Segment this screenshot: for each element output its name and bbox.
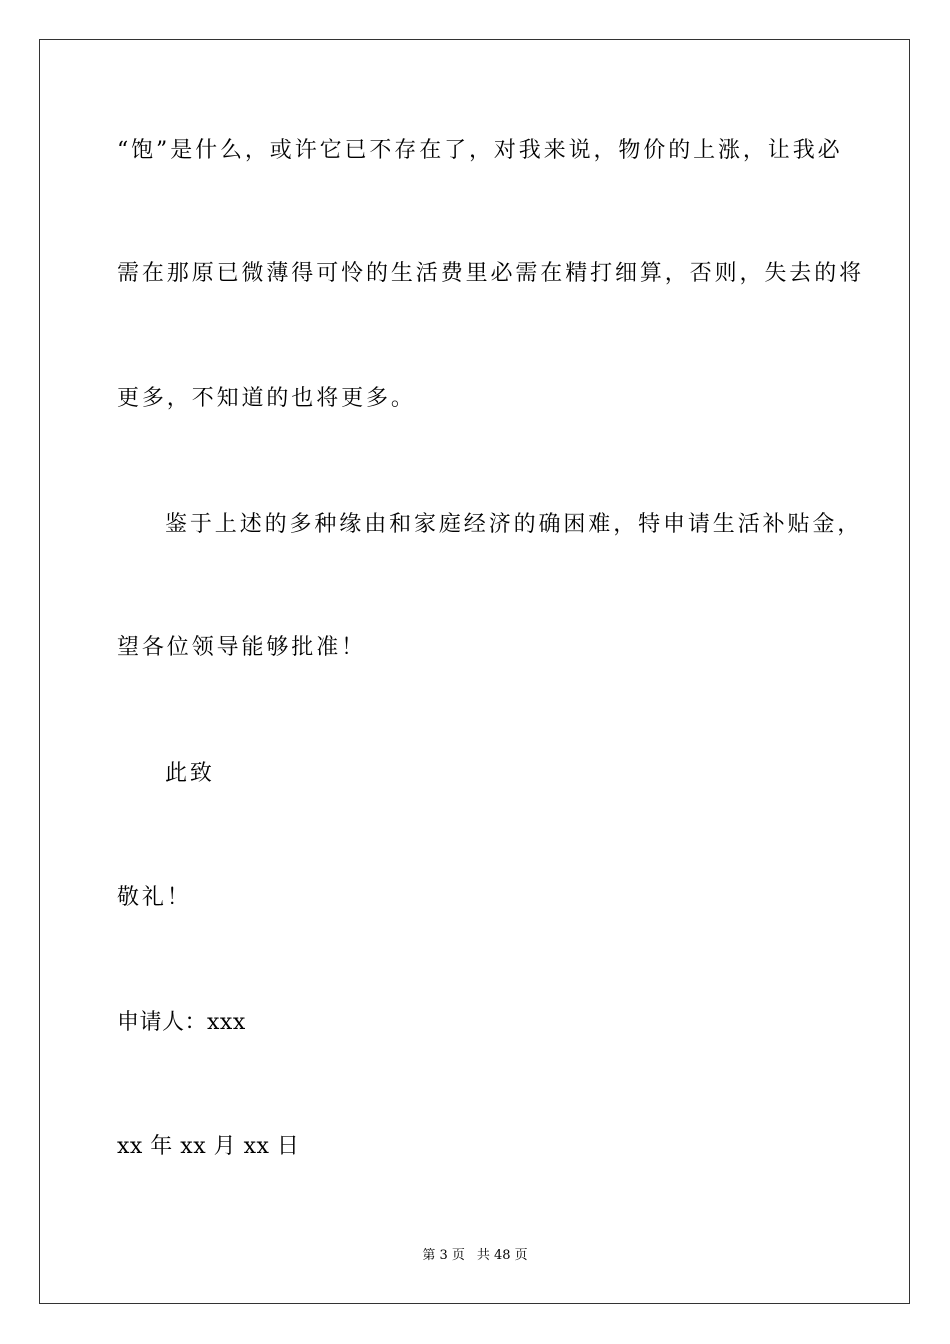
body-line-3: 更多，不知道的也将更多。	[117, 386, 416, 411]
total-pages: 共 48 页	[476, 1248, 528, 1263]
closing-regards: 敬礼！	[117, 885, 192, 910]
page-number: 第 3 页	[422, 1248, 465, 1263]
page-border	[39, 39, 910, 1304]
body-line-2: 需在那原已微薄得可怜的生活费里必需在精打细算，否则，失去的将	[117, 261, 865, 286]
closing-salutation: 此致	[165, 761, 215, 786]
body-line-5: 望各位领导能够批准！	[117, 635, 367, 660]
date-line: xx 年 xx 月 xx 日	[117, 1134, 300, 1159]
body-line-4: 鉴于上述的多种缘由和家庭经济的确困难，特申请生活补贴金，	[165, 512, 863, 537]
applicant-signature: 申请人：xxx	[117, 1010, 246, 1035]
body-line-1: “饱”是什么，或许它已不存在了，对我来说，物价的上涨，让我必	[117, 138, 843, 163]
page-footer	[0, 1248, 950, 1264]
